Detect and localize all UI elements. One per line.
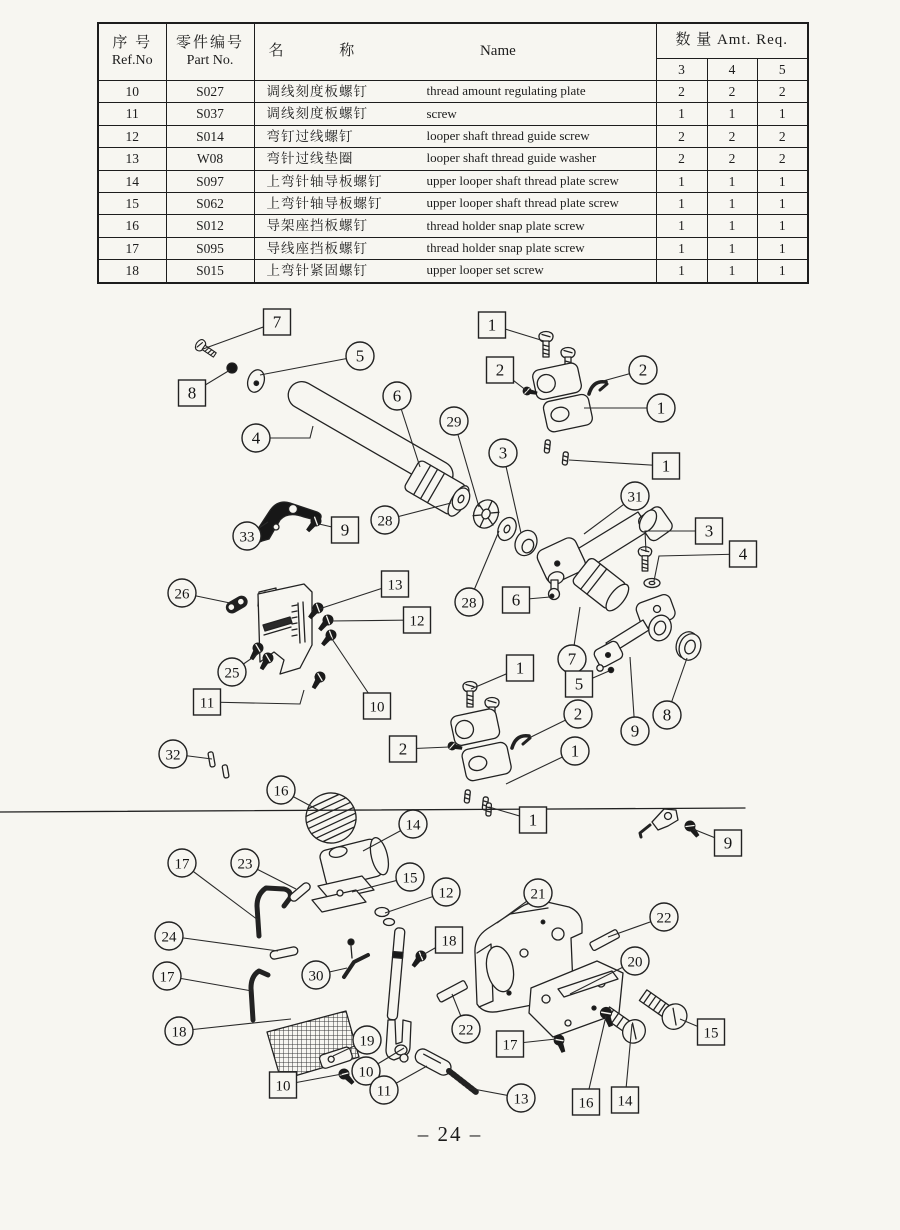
callout-box-1	[489, 807, 547, 833]
svg-text:22: 22	[458, 1022, 474, 1039]
svg-text:21: 21	[530, 886, 546, 903]
callout-circle-26	[168, 579, 230, 607]
part-set-screw-5	[608, 667, 613, 672]
callout-box-1	[569, 453, 680, 479]
callout-box-1	[479, 312, 545, 341]
cell-qty-3: 1	[656, 260, 707, 283]
callout-circle-8	[653, 658, 687, 729]
table-row	[98, 260, 808, 283]
callout-circle-17	[153, 962, 252, 991]
cell-ref-no: 14	[98, 170, 166, 192]
svg-text:12: 12	[409, 613, 425, 630]
cell-name-cjk: 上弯针轴导板螺钉	[266, 173, 383, 189]
svg-text:16: 16	[578, 1095, 594, 1112]
svg-text:7: 7	[567, 649, 577, 669]
svg-text:3: 3	[498, 443, 508, 463]
svg-text:1: 1	[570, 741, 580, 761]
cell-name-en: thread amount regulating plate	[426, 84, 586, 99]
svg-text:8: 8	[187, 383, 197, 403]
cell-name-en: upper looper shaft thread plate screw	[426, 196, 619, 211]
svg-text:1: 1	[656, 398, 666, 418]
svg-text:4: 4	[738, 544, 748, 564]
cell-qty-3: 2	[656, 148, 707, 170]
svg-text:11: 11	[199, 695, 215, 712]
svg-text:1: 1	[515, 658, 525, 678]
callout-circle-2	[531, 700, 592, 737]
cell-name-cjk: 调线刻度板螺钉	[266, 106, 368, 122]
cell-qty-5: 2	[757, 81, 808, 103]
svg-text:15: 15	[402, 870, 418, 887]
svg-text:28: 28	[377, 513, 393, 530]
cell-part-no: S014	[166, 125, 254, 147]
part-clip-26	[224, 594, 249, 615]
svg-text:20: 20	[627, 954, 643, 971]
cell-qty-4: 2	[707, 125, 757, 147]
callout-box-15	[680, 1019, 725, 1045]
svg-text:14: 14	[617, 1093, 633, 1110]
callout-box-7	[203, 309, 291, 349]
table-row	[98, 81, 808, 103]
col-header-name-cjk: 名 称	[268, 43, 381, 60]
cell-name-en: upper looper shaft thread plate screw	[426, 173, 619, 188]
cell-qty-5: 1	[757, 260, 808, 283]
svg-text:33: 33	[239, 529, 255, 546]
cell-part-no: W08	[166, 148, 254, 170]
cell-qty-4: 2	[707, 81, 757, 103]
svg-text:14: 14	[405, 817, 421, 834]
cell-name-en: thread holder snap plate screw	[426, 218, 585, 233]
svg-text:10: 10	[358, 1064, 374, 1081]
col-header-part-cjk: 零件编号	[175, 35, 244, 52]
svg-text:17: 17	[502, 1037, 518, 1054]
cell-name-cjk: 导线座挡板螺钉	[266, 240, 368, 256]
cell-ref-no: 11	[98, 103, 166, 125]
svg-text:2: 2	[573, 704, 583, 724]
cell-qty-5: 1	[757, 237, 808, 259]
svg-text:2: 2	[495, 360, 505, 380]
callout-circle-7	[558, 607, 586, 673]
cell-name-en: upper looper set screw	[426, 263, 544, 278]
table-row	[98, 170, 808, 192]
callout-box-12	[329, 607, 431, 633]
part-key-22b	[436, 980, 468, 1003]
part-ring-8	[673, 629, 705, 664]
col-header-ref-en: Ref.No	[111, 52, 153, 68]
svg-text:26: 26	[174, 586, 190, 603]
cell-qty-3: 1	[656, 103, 707, 125]
svg-text:1: 1	[528, 810, 538, 830]
cell-part-no: S012	[166, 215, 254, 237]
svg-text:19: 19	[359, 1033, 375, 1050]
svg-text:7: 7	[272, 312, 282, 332]
table-row	[98, 148, 808, 170]
cell-part-no: S027	[166, 81, 254, 103]
cell-qty-4: 1	[707, 215, 757, 237]
part-thread-spool-16	[298, 785, 364, 851]
col-header-name	[254, 23, 656, 81]
svg-text:28: 28	[461, 595, 477, 612]
callout-box-11	[194, 689, 305, 715]
cell-qty-4: 1	[707, 192, 757, 214]
cell-ref-no: 15	[98, 192, 166, 214]
svg-text:8: 8	[662, 705, 672, 725]
cell-name	[254, 148, 656, 170]
cell-part-no: S037	[166, 103, 254, 125]
cell-name	[254, 125, 656, 147]
col-header-part	[166, 23, 254, 81]
callout-box-18	[421, 927, 463, 956]
page-number: – 24 –	[417, 1122, 483, 1146]
cell-name	[254, 81, 656, 103]
cell-name	[254, 237, 656, 259]
cell-name	[254, 103, 656, 125]
col-header-qty: 数 量 Amt. Req.	[656, 23, 808, 59]
callout-box-9	[693, 829, 742, 856]
part-lower-clamp	[447, 682, 513, 817]
cell-qty-3: 1	[656, 237, 707, 259]
cell-name-en: thread holder snap plate screw	[426, 240, 585, 255]
callout-box-10	[270, 1072, 343, 1098]
col-header-part-en: Part No.	[186, 52, 234, 68]
cell-qty-4: 2	[707, 148, 757, 170]
part-spring-2-upper	[589, 382, 607, 394]
callout-box-2	[487, 357, 528, 391]
svg-text:5: 5	[574, 674, 584, 694]
callout-circle-5	[260, 342, 374, 375]
cell-name	[254, 170, 656, 192]
svg-text:18: 18	[441, 933, 457, 950]
svg-text:25: 25	[224, 665, 240, 682]
svg-text:10: 10	[369, 699, 385, 716]
cell-qty-3: 1	[656, 170, 707, 192]
col-header-qty-5: 5	[757, 59, 808, 81]
svg-text:6: 6	[511, 590, 521, 610]
part-upper-clamp	[522, 332, 594, 466]
cell-name-cjk: 上弯针轴导板螺钉	[266, 195, 383, 211]
svg-text:10: 10	[275, 1078, 291, 1095]
table-row	[98, 215, 808, 237]
cell-part-no: S095	[166, 237, 254, 259]
part-star-washer-29	[469, 496, 503, 532]
svg-text:6: 6	[392, 386, 402, 406]
cell-name	[254, 192, 656, 214]
svg-text:9: 9	[340, 520, 350, 540]
callout-circle-22	[608, 903, 678, 937]
callout-circle-25	[218, 651, 262, 686]
part-bracket-15	[312, 876, 374, 912]
cell-qty-4: 1	[707, 103, 757, 125]
part-pin-24	[269, 946, 298, 960]
col-header-ref	[98, 23, 166, 81]
cell-ref-no: 12	[98, 125, 166, 147]
table-row	[98, 103, 808, 125]
svg-text:9: 9	[630, 721, 640, 741]
callout-box-17	[497, 1031, 557, 1057]
table-row	[98, 125, 808, 147]
svg-text:18: 18	[171, 1024, 187, 1041]
svg-text:2: 2	[638, 360, 648, 380]
cell-qty-5: 2	[757, 125, 808, 147]
svg-text:9: 9	[723, 833, 733, 853]
table-row	[98, 192, 808, 214]
callout-box-16	[573, 1016, 607, 1115]
callout-circle-1	[506, 737, 589, 784]
callout-circle-30	[302, 961, 347, 989]
col-header-name-en: Name	[479, 43, 516, 60]
cell-qty-5: 1	[757, 170, 808, 192]
cell-name-cjk: 导架座挡板螺钉	[266, 218, 368, 234]
col-header-qty-4: 4	[707, 59, 757, 81]
cell-ref-no: 17	[98, 237, 166, 259]
svg-text:32: 32	[165, 747, 181, 764]
svg-text:2: 2	[398, 739, 408, 759]
callout-circle-28	[455, 531, 499, 616]
part-washer-5	[245, 368, 267, 395]
cell-part-no: S015	[166, 260, 254, 283]
cell-name-cjk: 调线刻度板螺钉	[266, 83, 368, 99]
cell-part-no: S097	[166, 170, 254, 192]
cell-qty-4: 1	[707, 260, 757, 283]
cell-qty-5: 2	[757, 148, 808, 170]
cell-ref-no: 16	[98, 215, 166, 237]
part-screw-18	[409, 948, 429, 969]
cell-name-cjk: 上弯针紧固螺钉	[266, 263, 368, 279]
part-lever-30	[344, 939, 368, 977]
parts-table	[97, 22, 809, 284]
callout-box-4	[654, 541, 757, 581]
svg-text:11: 11	[376, 1083, 392, 1100]
svg-text:29: 29	[446, 414, 462, 431]
cell-name-cjk: 弯针过线垫圈	[266, 151, 354, 167]
cell-qty-4: 1	[707, 170, 757, 192]
callout-box-2	[390, 736, 450, 762]
svg-text:15: 15	[703, 1025, 719, 1042]
parts-table-body	[98, 81, 808, 283]
part-key-22a	[589, 929, 620, 951]
callout-circle-23	[231, 849, 296, 889]
callout-circle-13	[468, 1084, 535, 1112]
callout-circle-22	[452, 994, 480, 1043]
svg-text:30: 30	[308, 968, 324, 985]
col-header-ref-cjk: 序 号	[112, 35, 153, 52]
callout-box-8	[179, 370, 231, 406]
callout-box-1	[471, 655, 534, 689]
svg-text:16: 16	[273, 783, 289, 800]
part-pins-32	[208, 752, 229, 779]
callout-circle-4	[242, 424, 313, 452]
callout-box-9	[319, 517, 359, 543]
cell-qty-5: 1	[757, 215, 808, 237]
callout-circle-9	[621, 657, 649, 745]
callout-box-10	[330, 636, 391, 719]
col-header-qty-3: 3	[656, 59, 707, 81]
cell-name	[254, 215, 656, 237]
part-bent-rod-17b	[251, 971, 268, 1020]
part-bent-rod-17a	[257, 888, 290, 936]
svg-text:13: 13	[387, 577, 403, 594]
cell-ref-no: 13	[98, 148, 166, 170]
cell-qty-3: 1	[656, 192, 707, 214]
callout-circle-2	[603, 356, 657, 384]
part-spring-2-lower	[512, 736, 530, 748]
svg-text:17: 17	[174, 856, 190, 873]
table-row	[98, 237, 808, 259]
svg-text:22: 22	[656, 910, 672, 927]
callout-box-13	[319, 571, 409, 609]
svg-text:4: 4	[251, 428, 261, 448]
svg-text:12: 12	[438, 885, 454, 902]
cell-qty-4: 1	[707, 237, 757, 259]
svg-text:3: 3	[704, 521, 714, 541]
cell-name-en: screw	[426, 106, 457, 121]
cell-name-en: looper shaft thread guide washer	[426, 151, 597, 166]
svg-text:23: 23	[237, 856, 253, 873]
svg-text:24: 24	[161, 929, 177, 946]
cell-ref-no: 18	[98, 260, 166, 283]
cell-qty-3: 2	[656, 125, 707, 147]
cell-qty-5: 1	[757, 103, 808, 125]
svg-text:1: 1	[487, 315, 497, 335]
cell-name-en: looper shaft thread guide screw	[426, 129, 590, 143]
svg-text:17: 17	[159, 969, 175, 986]
callout-circle-1	[584, 394, 675, 422]
svg-text:5: 5	[355, 346, 365, 366]
svg-text:13: 13	[513, 1091, 529, 1108]
callout-box-6	[503, 587, 551, 613]
cell-qty-5: 1	[757, 192, 808, 214]
callout-box-5	[566, 671, 610, 697]
part-screw-7	[194, 338, 219, 360]
callout-circle-32	[159, 740, 212, 768]
cell-name	[254, 260, 656, 283]
cell-qty-3: 1	[656, 215, 707, 237]
cell-ref-no: 10	[98, 81, 166, 103]
cell-name-cjk: 弯钉过线螺钉	[266, 128, 354, 144]
part-bracket-9	[0, 808, 745, 840]
svg-text:1: 1	[661, 456, 671, 476]
cell-part-no: S062	[166, 192, 254, 214]
svg-text:31: 31	[627, 489, 643, 506]
cell-qty-3: 2	[656, 81, 707, 103]
